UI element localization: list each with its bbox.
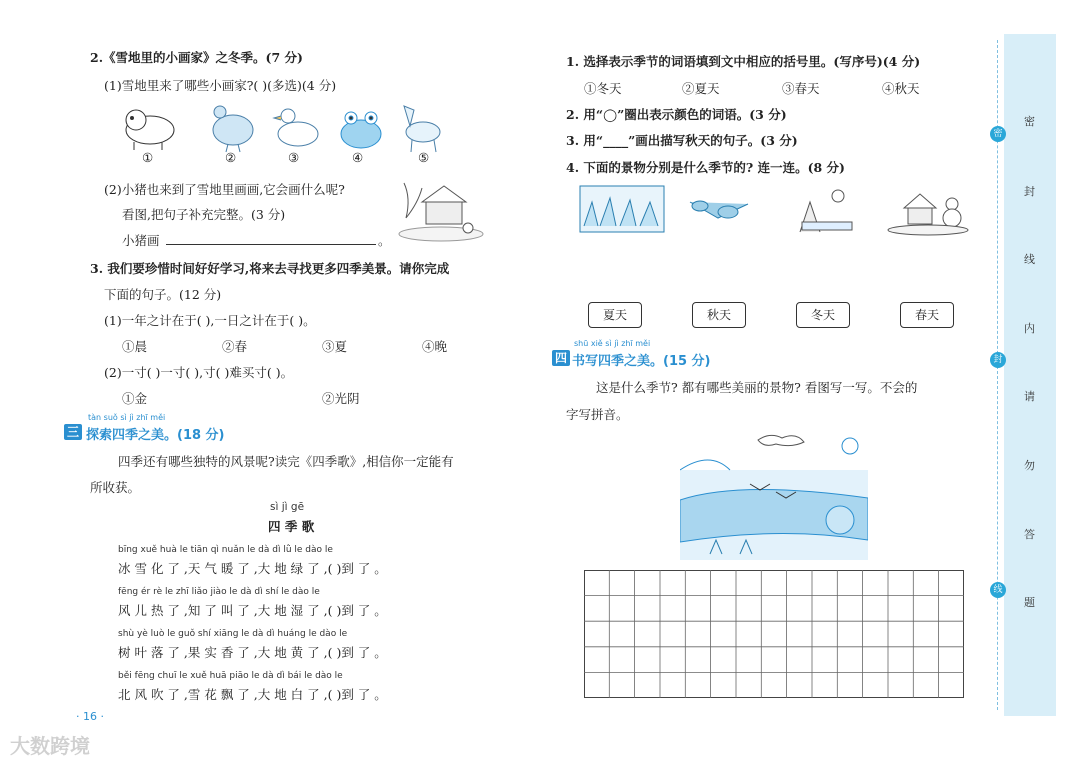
- r-q4: 4. 下面的景物分别是什么季节的? 连一连。(8 分): [566, 160, 845, 175]
- r-q1-opt-4: ④秋天: [882, 81, 920, 96]
- sidebar-char-2: 封: [1024, 185, 1035, 198]
- season-box-spring[interactable]: 春天: [900, 302, 954, 328]
- seal-sidebar: [1004, 34, 1056, 716]
- section-3-intro-b: 所收获。: [90, 480, 141, 495]
- poem-title-pinyin: sì jì gē: [270, 501, 305, 513]
- animal-label-5: ⑤: [418, 150, 430, 165]
- writing-grid[interactable]: [584, 570, 964, 698]
- animal-label-3: ③: [288, 150, 300, 165]
- seal-dot-3: 线: [990, 582, 1006, 598]
- animal-illustrations: [118, 100, 448, 170]
- q3-2: (2)一寸( )一寸( ),寸( )难买寸( )。: [104, 365, 294, 380]
- poem-title: 四 季 歌: [268, 519, 315, 534]
- q3-1-opt-1: ①晨: [122, 339, 148, 354]
- poem-line-1: 冰 雪 化 了 ,天 气 暖 了 ,大 地 绿 了 ,( )到 了 。: [118, 561, 387, 576]
- sidebar-char-3: 线: [1024, 253, 1035, 266]
- r-q1-opt-1: ①冬天: [584, 81, 622, 96]
- r-q1-opt-2: ②夏天: [682, 81, 720, 96]
- horse-icon: [404, 106, 440, 152]
- section-4-intro-b: 字写拼音。: [566, 407, 629, 422]
- animal-label-4: ④: [352, 150, 364, 165]
- sidebar-char-5: 请: [1024, 390, 1035, 403]
- scenery-pictures: [578, 182, 978, 238]
- section-3-pinyin: tàn suǒ sì jì zhī měi: [88, 413, 166, 422]
- q3-2-opt-2: ②光阴: [322, 391, 360, 406]
- poem-line-3: 树 叶 落 了 ,果 实 香 了 ,大 地 黄 了 ,( )到 了 。: [118, 645, 387, 660]
- page-number: · 16 ·: [76, 710, 104, 723]
- section-4-pinyin: shū xiě sì jì zhī měi: [574, 339, 651, 348]
- season-box-winter[interactable]: 冬天: [796, 302, 850, 328]
- snow-house-drawing: [396, 178, 486, 244]
- animal-label-1: ①: [142, 150, 154, 165]
- r-q3: 3. 用“____”画出描写秋天的句子。(3 分): [566, 133, 798, 148]
- sidebar-char-4: 内: [1024, 322, 1035, 335]
- section-4-title: 书写四季之美。(15 分): [572, 354, 711, 369]
- autumn-leaves-icon: [690, 201, 748, 218]
- q2-title: 2.《雪地里的小画家》之冬季。(7 分): [90, 50, 303, 65]
- q3-1-opt-4: ④晚: [422, 339, 448, 354]
- tree-scene-icon: [800, 190, 852, 232]
- section-3-title: 探索四季之美。(18 分): [86, 428, 225, 443]
- lotus-pond-icon: [580, 186, 664, 232]
- frog-icon: [341, 112, 381, 148]
- sidebar-char-8: 题: [1024, 596, 1035, 609]
- duck-icon: [274, 109, 318, 146]
- spring-picture: [680, 430, 868, 560]
- q2-2: (2)小猪也来到了雪地里画画,它会画什么呢?: [104, 182, 345, 197]
- poem-pinyin-1: bīng xuě huà le tiān qì nuǎn le dà dì lǜ le dào le: [118, 545, 333, 555]
- seal-dot-2: 封: [990, 352, 1006, 368]
- r-q1: 1. 选择表示季节的词语填到文中相应的括号里。(写序号)(4 分): [566, 54, 921, 69]
- q3-1: (1)一年之计在于( ),一日之计在于( )。: [104, 313, 316, 328]
- dog-icon: [126, 110, 174, 150]
- q2-1: (1)雪地里来了哪些小画家?( )(多选)(4 分): [104, 78, 337, 93]
- sidebar-char-1: 密: [1024, 115, 1035, 128]
- q3-1-opt-2: ②春: [222, 339, 248, 354]
- poem-pinyin-3: shù yè luò le guǒ shí xiāng le dà dì huáng le dào le: [118, 629, 348, 639]
- q3-2-opt-1: ①金: [122, 391, 148, 406]
- q2-2b: 看图,把句子补充完整。(3 分): [122, 207, 286, 222]
- watermark: 大数跨境: [10, 734, 90, 758]
- r-q2: 2. 用“◯”圈出表示颜色的词语。(3 分): [566, 107, 787, 122]
- answer-line[interactable]: [166, 244, 376, 245]
- section-4-intro: 这是什么季节? 都有哪些美丽的景物? 看图写一写。不会的: [596, 380, 918, 395]
- spring-drawing: [680, 430, 868, 560]
- poem-line-4: 北 风 吹 了 ,雪 花 飘 了 ,大 地 白 了 ,( )到 了 。: [118, 687, 387, 702]
- hen-icon: [213, 106, 253, 152]
- sidebar-char-7: 答: [1024, 528, 1035, 541]
- poem-line-2: 风 儿 热 了 ,知 了 叫 了 ,大 地 湿 了 ,( )到 了 。: [118, 603, 387, 618]
- q2-2c-end: 。: [378, 233, 391, 248]
- snow-house-illustration: [396, 178, 486, 244]
- section-3-icon: 三: [64, 424, 82, 440]
- snowman-scene-icon: [888, 194, 968, 235]
- season-box-autumn[interactable]: 秋天: [692, 302, 746, 328]
- sidebar-char-6: 勿: [1024, 459, 1035, 472]
- poem-pinyin-4: běi fēng chuī le xuě huā piāo le dà dì bái le dào le: [118, 671, 343, 681]
- section-3-intro: 四季还有哪些独特的风景呢?读完《四季歌》,相信你一定能有: [118, 454, 454, 469]
- r-q1-opt-3: ③春天: [782, 81, 820, 96]
- animal-label-2: ②: [225, 150, 237, 165]
- poem-pinyin-2: fēng ér rè le zhī liǎo jiào le dà dì shí le dào le: [118, 587, 320, 597]
- q3-title-b: 下面的句子。(12 分): [104, 287, 222, 302]
- seal-dot-1: 密: [990, 126, 1006, 142]
- season-box-summer[interactable]: 夏天: [588, 302, 642, 328]
- q3-title: 3. 我们要珍惜时间好好学习,将来去寻找更多四季美景。请你完成: [90, 261, 450, 276]
- section-4-icon: 四: [552, 350, 570, 366]
- q2-2c: 小猪画: [122, 233, 160, 248]
- animals-drawing: [118, 100, 448, 170]
- scenery-drawing: [578, 182, 978, 238]
- q3-1-opt-3: ③夏: [322, 339, 348, 354]
